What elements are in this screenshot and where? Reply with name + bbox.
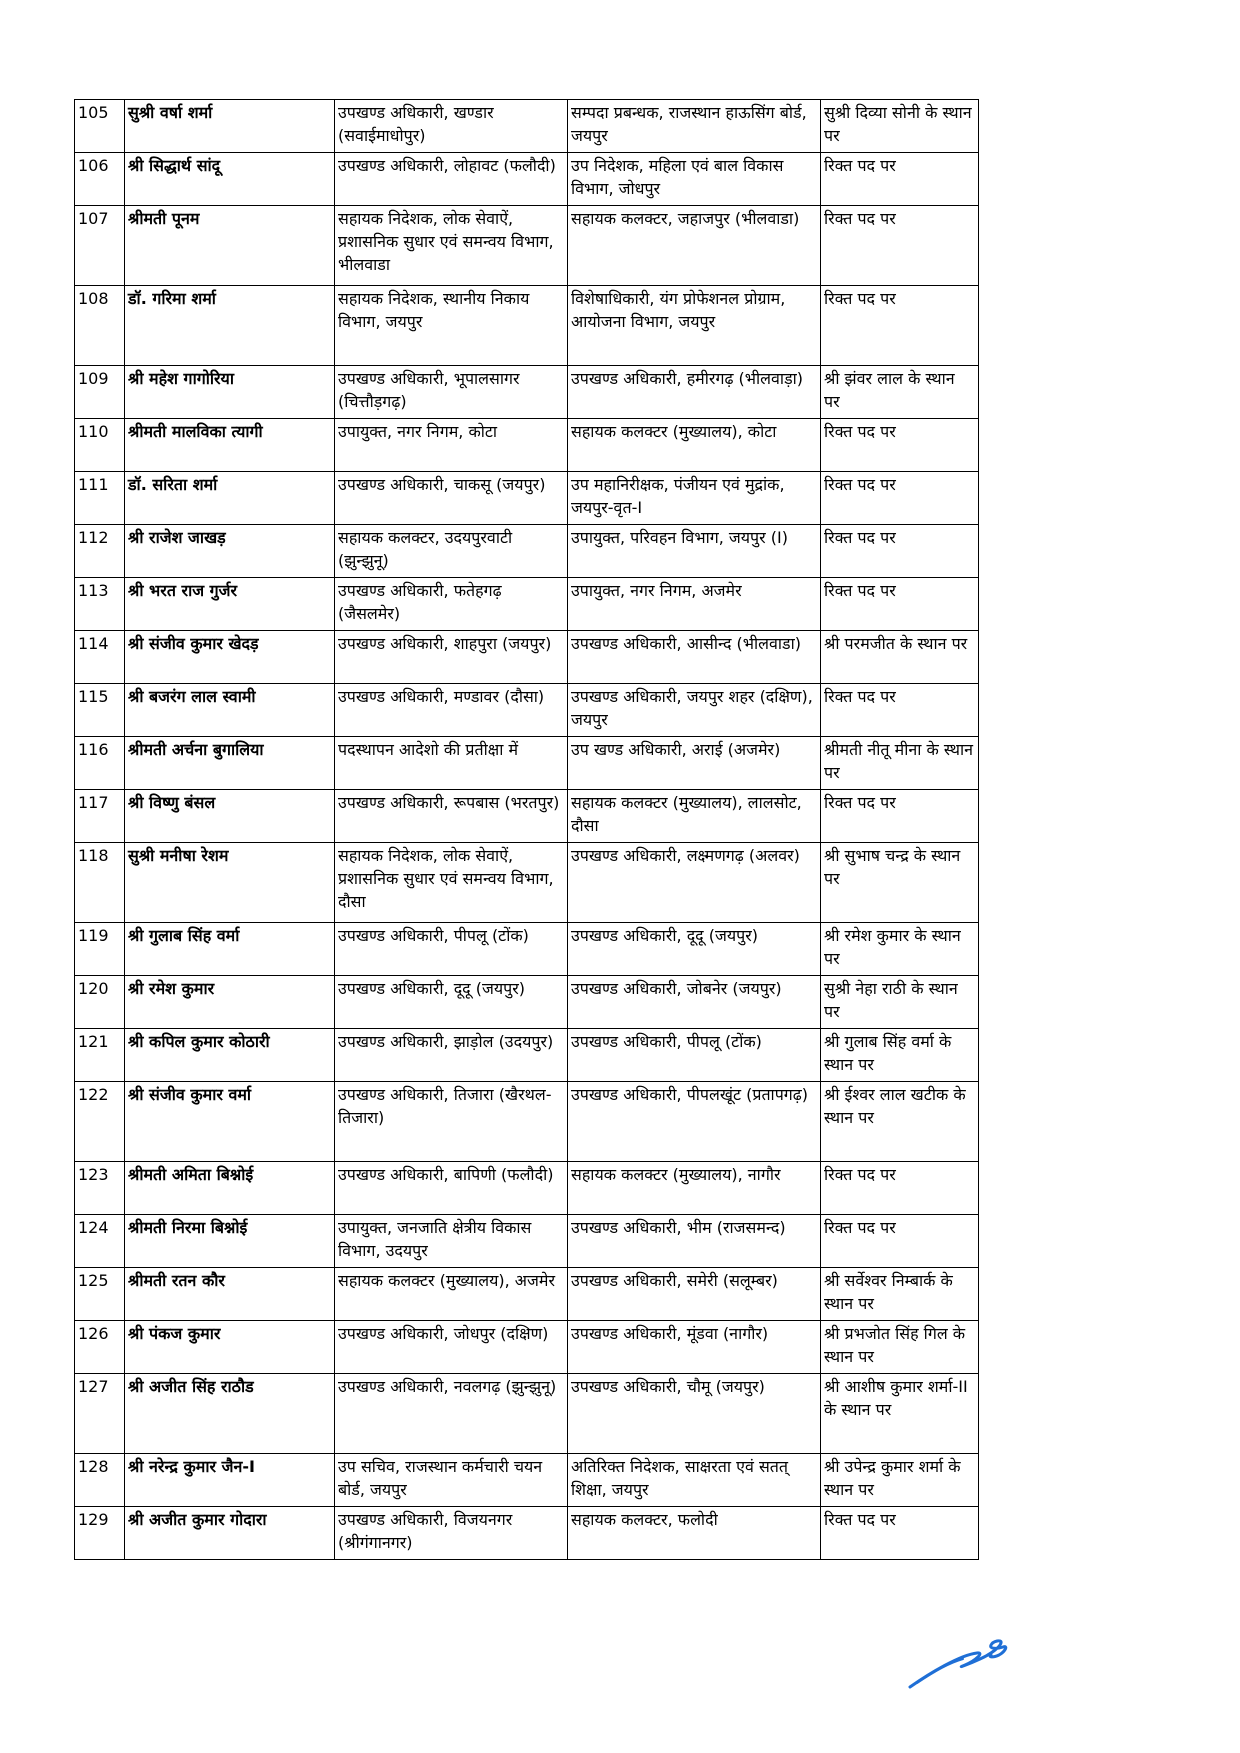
officer-name: श्री गुलाब सिंह वर्मा [125,923,335,976]
officer-name: श्री विष्णु बंसल [125,790,335,843]
table-row [75,1507,979,1560]
officer-name: श्री संजीव कुमार वर्मा [125,1082,335,1162]
table-row [75,153,979,206]
officer-name: श्री सिद्धार्थ सांदू [125,153,335,206]
table-row [75,525,979,578]
serial-number: 109 [75,366,125,419]
table-row [75,206,979,286]
current-posting: सहायक कलक्टर (मुख्यालय), अजमेर [335,1268,568,1321]
table-row [75,631,979,684]
serial-number: 117 [75,790,125,843]
remark: श्री आशीष कुमार शर्मा-II के स्थान पर [821,1374,979,1454]
table-row [75,843,979,923]
current-posting: उपखण्ड अधिकारी, चाकसू (जयपुर) [335,472,568,525]
remark: रिक्त पद पर [821,206,979,286]
new-posting: उपखण्ड अधिकारी, हमीरगढ़ (भीलवाड़ा) [568,366,821,419]
serial-number: 106 [75,153,125,206]
remark: रिक्त पद पर [821,1215,979,1268]
table-row [75,578,979,631]
new-posting: उप महानिरीक्षक, पंजीयन एवं मुद्रांक, जयपुर-वृत-I [568,472,821,525]
officer-name: डॉ. सरिता शर्मा [125,472,335,525]
new-posting: उपायुक्त, परिवहन विभाग, जयपुर (I) [568,525,821,578]
new-posting: उप खण्ड अधिकारी, अराई (अजमेर) [568,737,821,790]
serial-number: 125 [75,1268,125,1321]
current-posting: उपखण्ड अधिकारी, रूपबास (भरतपुर) [335,790,568,843]
remark: श्री सर्वेश्वर निम्बार्क के स्थान पर [821,1268,979,1321]
officer-name: श्री पंकज कुमार [125,1321,335,1374]
table-row [75,366,979,419]
remark: रिक्त पद पर [821,684,979,737]
serial-number: 105 [75,100,125,153]
serial-number: 121 [75,1029,125,1082]
remark: रिक्त पद पर [821,1162,979,1215]
officer-name: सुश्री वर्षा शर्मा [125,100,335,153]
officer-name: डॉ. गरिमा शर्मा [125,286,335,366]
current-posting: उपखण्ड अधिकारी, फतेहगढ़ (जैसलमेर) [335,578,568,631]
table-row [75,790,979,843]
serial-number: 128 [75,1454,125,1507]
current-posting: उपखण्ड अधिकारी, नवलगढ़ (झुन्झुनू) [335,1374,568,1454]
current-posting: उपखण्ड अधिकारी, तिजारा (खैरथल-तिजारा) [335,1082,568,1162]
officer-name: सुश्री मनीषा रेशम [125,843,335,923]
officer-name: श्री अजीत सिंह राठौड [125,1374,335,1454]
remark: रिक्त पद पर [821,790,979,843]
new-posting: उपखण्ड अधिकारी, जोबनेर (जयपुर) [568,976,821,1029]
new-posting: सहायक कलक्टर, जहाजपुर (भीलवाडा) [568,206,821,286]
current-posting: सहायक कलक्टर, उदयपुरवाटी (झुन्झुनू) [335,525,568,578]
serial-number: 110 [75,419,125,472]
serial-number: 111 [75,472,125,525]
table-row [75,1454,979,1507]
serial-number: 114 [75,631,125,684]
handwritten-signature [905,1625,1015,1695]
serial-number: 115 [75,684,125,737]
current-posting: उपायुक्त, नगर निगम, कोटा [335,419,568,472]
serial-number: 124 [75,1215,125,1268]
new-posting: सम्पदा प्रबन्धक, राजस्थान हाऊसिंग बोर्ड, जयपुर [568,100,821,153]
current-posting: उपखण्ड अधिकारी, जोधपुर (दक्षिण) [335,1321,568,1374]
current-posting: उपखण्ड अधिकारी, खण्डार (सवाईमाधोपुर) [335,100,568,153]
officer-name: श्री महेश गागोरिया [125,366,335,419]
officer-name: श्री संजीव कुमार खेदड़ [125,631,335,684]
new-posting: उपखण्ड अधिकारी, लक्ष्मणगढ़ (अलवर) [568,843,821,923]
new-posting: उपखण्ड अधिकारी, दूदू (जयपुर) [568,923,821,976]
new-posting: उपखण्ड अधिकारी, आसीन्द (भीलवाडा) [568,631,821,684]
serial-number: 108 [75,286,125,366]
officer-name: श्री बजरंग लाल स्वामी [125,684,335,737]
officer-name: श्रीमती निरमा बिश्नोई [125,1215,335,1268]
remark: श्री उपेन्द्र कुमार शर्मा के स्थान पर [821,1454,979,1507]
table-row [75,1374,979,1454]
remark: रिक्त पद पर [821,153,979,206]
remark: श्री ईश्वर लाल खटीक के स्थान पर [821,1082,979,1162]
current-posting: पदस्थापन आदेशो की प्रतीक्षा में [335,737,568,790]
current-posting: उप सचिव, राजस्थान कर्मचारी चयन बोर्ड, जयपुर [335,1454,568,1507]
table-row [75,684,979,737]
table-row [75,419,979,472]
officer-name: श्री अजीत कुमार गोदारा [125,1507,335,1560]
new-posting: सहायक कलक्टर (मुख्यालय), नागौर [568,1162,821,1215]
new-posting: उपखण्ड अधिकारी, पीपलू (टोंक) [568,1029,821,1082]
table-row [75,1321,979,1374]
officer-name: श्री कपिल कुमार कोठारी [125,1029,335,1082]
current-posting: उपखण्ड अधिकारी, पीपलू (टोंक) [335,923,568,976]
serial-number: 122 [75,1082,125,1162]
current-posting: उपखण्ड अधिकारी, विजयनगर (श्रीगंगानगर) [335,1507,568,1560]
table-row [75,1268,979,1321]
officer-name: श्री नरेन्द्र कुमार जैन-I [125,1454,335,1507]
new-posting: विशेषाधिकारी, यंग प्रोफेशनल प्रोग्राम, आयोजना विभाग, जयपुर [568,286,821,366]
new-posting: सहायक कलक्टर (मुख्यालय), लालसोट, दौसा [568,790,821,843]
officer-name: श्री राजेश जाखड़ [125,525,335,578]
remark: रिक्त पद पर [821,472,979,525]
remark: श्री गुलाब सिंह वर्मा के स्थान पर [821,1029,979,1082]
remark: श्री परमजीत के स्थान पर [821,631,979,684]
serial-number: 123 [75,1162,125,1215]
current-posting: उपखण्ड अधिकारी, शाहपुरा (जयपुर) [335,631,568,684]
new-posting: उप निदेशक, महिला एवं बाल विकास विभाग, जोधपुर [568,153,821,206]
current-posting: उपखण्ड अधिकारी, भूपालसागर (चित्तौड़गढ़) [335,366,568,419]
officer-name: श्रीमती रतन कौर [125,1268,335,1321]
current-posting: उपखण्ड अधिकारी, लोहावट (फलौदी) [335,153,568,206]
serial-number: 112 [75,525,125,578]
new-posting: उपखण्ड अधिकारी, भीम (राजसमन्द) [568,1215,821,1268]
new-posting: अतिरिक्त निदेशक, साक्षरता एवं सतत् शिक्षा, जयपुर [568,1454,821,1507]
officer-name: श्रीमती पूनम [125,206,335,286]
table-row [75,737,979,790]
remark: श्रीमती नीतू मीना के स्थान पर [821,737,979,790]
new-posting: उपखण्ड अधिकारी, मूंडवा (नागौर) [568,1321,821,1374]
table-row [75,286,979,366]
current-posting: उपखण्ड अधिकारी, दूदू (जयपुर) [335,976,568,1029]
officer-name: श्री रमेश कुमार [125,976,335,1029]
remark: सुश्री नेहा राठी के स्थान पर [821,976,979,1029]
new-posting: सहायक कलक्टर, फलोदी [568,1507,821,1560]
new-posting: उपायुक्त, नगर निगम, अजमेर [568,578,821,631]
current-posting: सहायक निदेशक, लोक सेवाऐं, प्रशासनिक सुधार एवं समन्वय विभाग, भीलवाडा [335,206,568,286]
officer-name: श्री भरत राज गुर्जर [125,578,335,631]
remark: रिक्त पद पर [821,525,979,578]
current-posting: सहायक निदेशक, स्थानीय निकाय विभाग, जयपुर [335,286,568,366]
new-posting: उपखण्ड अधिकारी, समेरी (सलूम्बर) [568,1268,821,1321]
remark: रिक्त पद पर [821,419,979,472]
remark: श्री झंवर लाल के स्थान पर [821,366,979,419]
remark: रिक्त पद पर [821,578,979,631]
officer-name: श्रीमती अमिता बिश्नोई [125,1162,335,1215]
remark: श्री रमेश कुमार के स्थान पर [821,923,979,976]
remark: रिक्त पद पर [821,1507,979,1560]
current-posting: सहायक निदेशक, लोक सेवाऐं, प्रशासनिक सुधार एवं समन्वय विभाग, दौसा [335,843,568,923]
new-posting: उपखण्ड अधिकारी, चौमू (जयपुर) [568,1374,821,1454]
table-row [75,1215,979,1268]
table-row [75,100,979,153]
remark: रिक्त पद पर [821,286,979,366]
table-row [75,472,979,525]
serial-number: 119 [75,923,125,976]
table-row [75,1029,979,1082]
current-posting: उपायुक्त, जनजाति क्षेत्रीय विकास विभाग, उदयपुर [335,1215,568,1268]
table-body [75,100,979,1560]
table-row [75,1082,979,1162]
serial-number: 129 [75,1507,125,1560]
new-posting: सहायक कलक्टर (मुख्यालय), कोटा [568,419,821,472]
officer-name: श्रीमती मालविका त्यागी [125,419,335,472]
new-posting: उपखण्ड अधिकारी, पीपलखूंट (प्रतापगढ़) [568,1082,821,1162]
table-row [75,976,979,1029]
serial-number: 107 [75,206,125,286]
serial-number: 118 [75,843,125,923]
current-posting: उपखण्ड अधिकारी, मण्डावर (दौसा) [335,684,568,737]
table-row [75,923,979,976]
serial-number: 120 [75,976,125,1029]
current-posting: उपखण्ड अधिकारी, झाड़ोल (उदयपुर) [335,1029,568,1082]
serial-number: 126 [75,1321,125,1374]
remark: श्री प्रभजोत सिंह गिल के स्थान पर [821,1321,979,1374]
serial-number: 127 [75,1374,125,1454]
remark: श्री सुभाष चन्द्र के स्थान पर [821,843,979,923]
remark: सुश्री दिव्या सोनी के स्थान पर [821,100,979,153]
serial-number: 113 [75,578,125,631]
serial-number: 116 [75,737,125,790]
new-posting: उपखण्ड अधिकारी, जयपुर शहर (दक्षिण), जयपुर [568,684,821,737]
transfer-order-table [74,99,979,1560]
officer-name: श्रीमती अर्चना बुगालिया [125,737,335,790]
table-row [75,1162,979,1215]
current-posting: उपखण्ड अधिकारी, बापिणी (फलौदी) [335,1162,568,1215]
